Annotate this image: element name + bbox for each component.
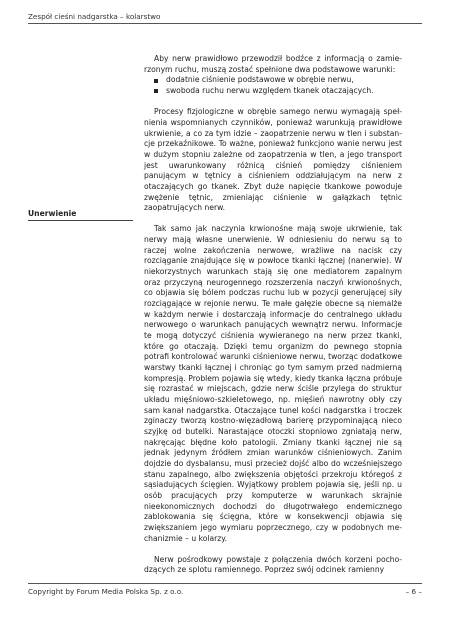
list-item (154, 75, 402, 86)
section-side-label: Unerwienie (28, 209, 77, 218)
footer-divider (28, 583, 422, 584)
paragraph-median-nerve: Nerw pośrodkowy powstaje z połączenia dwóch korzeni pochodzących ze splotu ramiennego. Poprzez swój odcinek ramienny (144, 554, 402, 575)
condition-list (144, 75, 402, 96)
page-number: – 6 – (405, 587, 422, 596)
paragraph-innervation: Tak samo jak naczynia krwionośne mają swoje ukrwienie, tak nerwy mają własne unerwienie. W odniesieniu do nerwu są to raczej wolne zakończenia nerwowe, wrażliwe na nacisk czy rozciąganie znajdujące się w powłoce tkanki łącznej (nanerwie). W niekorzystnych warunkach stają się one mediatorem zapalnym oraz przyczyną neurogennego rozszerzenia naczyń krwionośnych, co objawia się bólem podczas ruchu lub w pozycji generującej siły rozciągające w rejonie nerwu. Te małe gałęzie obecne są niemalże w każdym nerwie i dostarczają informacje do centralnego układu nerwowego o warunkach panujących wewnątrz nerwu. Informacje te mogą dotyczyć ciśnienia wywieranego na nerw przez tkanki, które go otaczają. Dzięki temu organizm do pewnego stopnia potrafi kontrolować warunki ciśnieniowe nerwu, tworząc dodatkowe warstwy tkanki łącznej i chroniąc go tym samym przed nadmierną kompresją. Problem pojawia się wtedy, kiedy tkanka łączna próbuje się rozrastać w miejscach, gdzie nerw ściśle przylega do struktur układu mięśniowo-szkieletowego, np. mięśień nawrotny obły czy sam kanał nadgarstka. Otaczające tunel kości nadgarstka i troczek zginaczy tworzą kostno-więzadłową barierę przypominającą nieco szyjkę od butelki. Narastające otoczki stopniowo zgniatają nerw, nakręcając błędne koło patologii. Zmiany tkanki łącznej nie są jednak jedynym źródłem zmian warunków ciśnieniowych. Zanim dojdzie do dysbalansu, musi przecież dojść albo do wcześniejszego stanu zapalnego, albo zwiększenia objętości przekroju któregoś z sąsiadujących ścięgien. Wyjątkowy problem pojawia się, jeśli np. u osób pracujących przy komputerze w warunkach skrajnie nieekonomicznych dochodzi do długotrwałego endemicznego zablokowania się ścięgna, które w konsekwencji objawia się zwiększaniem jego wymiaru poprzecznego, czy w podobnych mechanizmie – u kolarzy. (144, 224, 402, 543)
body-text (144, 54, 402, 576)
header-divider (28, 23, 422, 24)
list-item (154, 86, 402, 97)
running-header: Zespół cieśni nadgarstka – kolarstwo (28, 12, 161, 21)
footer-copyright: Copyright by Forum Media Polska Sp. z o.o. (28, 587, 184, 596)
list-item-text: dodatnie ciśnienie podstawowe w obrębie nerwu, (166, 75, 354, 85)
square-bullet-icon (154, 89, 158, 93)
paragraph-intro: Aby nerw prawidłowo przewodził bodźce z informacją o zamierzonym ruchu, muszą zostać spełnione dwa podstawowe warunki: (144, 54, 402, 74)
square-bullet-icon (154, 79, 158, 83)
paragraph-physiology: Procesy fizjologiczne w obrębie samego nerwu wymagają spełnienia wspomnianych czynników, ponieważ warunkują prawidłowe ukrwienie, a co za tym idzie – zaopatrzenie nerwu w tlen i substancje przekaźnikowe. To ważne, ponieważ funkcjono wanie nerwu jest w dużym stopniu zależne od zaopatrzenia w tlen, a jego transport jest uwarunkowany różnicą ciśnień pomiędzy ciśnieniem panującym w tętnicy a ciśnieniem oddziałującym na nerw z otaczających go tkanek. Zbyt duże napięcie tkankowe powoduje zwężenie tętnic, zmieniając ciśnienie w gałązkach tętnic zaopatrujących nerw. (144, 107, 402, 213)
list-item-text: swoboda ruchu nerwu względem tkanek otaczających. (166, 85, 374, 95)
side-label-divider (28, 220, 133, 221)
